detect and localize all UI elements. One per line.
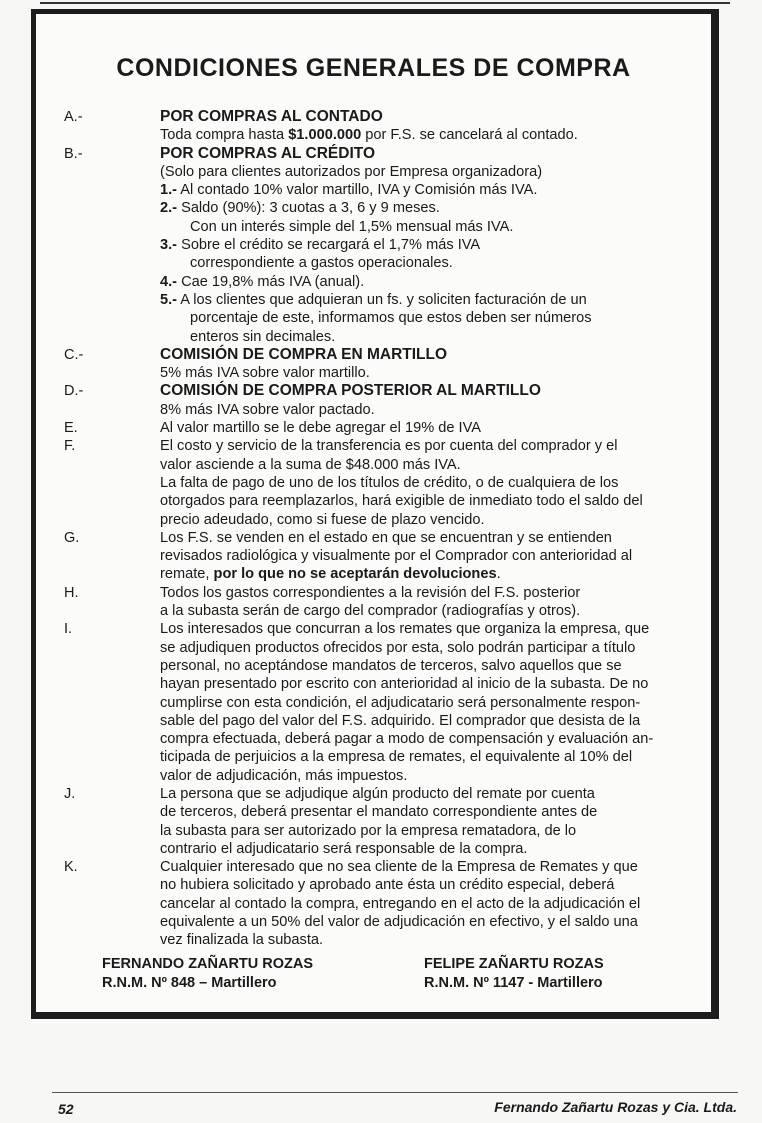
text-line: [160, 565, 716, 583]
text-line: contrario el adjudicatario será responsable de la compra.: [160, 840, 528, 857]
section-heading: POR COMPRAS AL CRÉDITO: [160, 144, 376, 162]
credit-item-1: [160, 181, 716, 199]
section-b: [64, 145, 716, 346]
text-line: hayan presentado por escrito con anterioridad al inicio de la subasta. De no: [160, 676, 649, 693]
text-line: a la subasta serán de cargo del comprador (radiografías y otros).: [160, 603, 581, 620]
credit-item-5: [160, 291, 716, 309]
signatory-role: R.N.M. Nº 1147 - Martillero: [424, 975, 603, 991]
text-run: remate,: [160, 566, 214, 583]
text-line: Todos los gastos correspondientes a la revisión del F.S. posterior: [160, 584, 581, 601]
text-line: El costo y servicio de la transferencia es por cuenta del comprador y el: [160, 438, 618, 455]
item-text: A los clientes que adquieran un fs. y soliciten facturación de un: [177, 291, 587, 308]
credit-item-3: [160, 236, 716, 254]
text-line: cancelar al contado la compra, entregando en el acto de la adjudicación el: [160, 895, 641, 912]
text-line: no hubiera solicitado y aprobado ante ésta un crédito especial, deberá: [160, 877, 615, 894]
section-letter: I.: [64, 621, 73, 638]
text-line: valor asciende a la suma de $48.000 más IVA.: [160, 456, 461, 473]
text-line: valor de adjudicación, más impuestos.: [160, 767, 408, 784]
signatory-name: FELIPE ZAÑARTU ROZAS: [424, 956, 604, 972]
text-line: se adjudiquen productos ofrecidos por esta, solo podrán participar a título: [160, 639, 636, 656]
text-line: sable del pago del valor del F.S. adquirido. El comprador que desista de la: [160, 712, 641, 729]
item-number: 4.-: [160, 273, 178, 290]
section-c: [64, 346, 716, 383]
section-letter: H.: [64, 584, 79, 601]
section-letter: F.: [64, 438, 76, 455]
text-line: ticipada de perjuicios a la empresa de remates, el equivalente al 10% del: [160, 749, 633, 766]
section-letter: E.: [64, 420, 78, 437]
item-text: Al contado 10% valor martillo, IVA y Comisión más IVA.: [177, 182, 538, 199]
section-a: [64, 108, 716, 145]
text-line: otorgados para reemplazarlos, hará exigible de inmediato todo el saldo del: [160, 493, 643, 510]
text-line: Los interesados que concurran a los remates que organiza la empresa, que: [160, 621, 650, 638]
conditions-list: [64, 108, 716, 950]
text-line: revisados radiológica y visualmente por el Comprador con anterioridad al: [160, 548, 633, 565]
text-line: cumplirse con esta condición, el adjudicatario será personalmente respon-: [160, 694, 641, 711]
signatory-role: R.N.M. Nº 848 – Martillero: [102, 975, 277, 991]
item-number: 5.-: [160, 291, 178, 308]
signature-right: [424, 955, 604, 993]
section-intro: (Solo para clientes autorizados por Empresa organizadora): [160, 163, 543, 180]
item-number: 2.-: [160, 200, 178, 217]
item-number: 1.-: [160, 182, 178, 199]
section-f: [64, 437, 716, 528]
section-letter: C.-: [64, 346, 84, 363]
no-returns-bold: por lo que no se aceptarán devoluciones: [213, 566, 497, 583]
item-continuation: porcentaje de este, informamos que estos deben ser números: [190, 310, 592, 327]
section-letter: G.: [64, 529, 80, 546]
section-j: [64, 785, 716, 858]
section-heading: POR COMPRAS AL CONTADO: [160, 108, 383, 125]
text-line: vez finalizada la subasta.: [160, 932, 324, 949]
section-text: 5% más IVA sobre valor martillo.: [160, 365, 370, 382]
section-letter: B.-: [64, 145, 83, 162]
text-line: personal, no aceptándose mandatos de terceros, salvo aquellos que se: [160, 657, 622, 674]
text-line: equivalente a un 50% del valor de adjudicación en efectivo, y el saldo una: [160, 914, 638, 931]
text-run: .: [496, 566, 501, 583]
text-line: compra efectuada, deberá pagar a modo de compensación y evaluación an-: [160, 731, 654, 748]
section-heading: COMISIÓN DE COMPRA EN MARTILLO: [160, 345, 448, 363]
credit-item-4: [160, 273, 716, 291]
text-line: Los F.S. se venden en el estado en que se encuentran y se entienden: [160, 529, 612, 546]
text-line: Cualquier interesado que no sea cliente de la Empresa de Remates y que: [160, 859, 638, 876]
page-title: CONDICIONES GENERALES DE COMPRA: [116, 54, 631, 82]
section-d: [64, 382, 716, 419]
item-continuation: correspondiente a gastos operacionales.: [190, 255, 453, 272]
item-number: 3.-: [160, 237, 178, 254]
footer-rule: [52, 1092, 738, 1093]
section-text: 8% más IVA sobre valor pactado.: [160, 401, 375, 418]
top-rule: [40, 2, 730, 4]
item-text: Sobre el crédito se recargará el 1,7% más IVA: [177, 237, 481, 254]
section-text: [160, 126, 716, 144]
section-i: [64, 620, 716, 785]
text-line: de terceros, deberá presentar el mandato correspondiente antes de: [160, 804, 598, 821]
section-e: [64, 419, 716, 437]
signatory-name: FERNANDO ZAÑARTU ROZAS: [102, 956, 314, 972]
text-line: la subasta para ser autorizado por la empresa rematadora, de lo: [160, 822, 577, 839]
item-continuation: enteros sin decimales.: [190, 328, 336, 345]
company-name: Fernando Zañartu Rozas y Cia. Ltda.: [494, 1099, 737, 1115]
section-text: Al valor martillo se le debe agregar el 19% de IVA: [160, 420, 481, 437]
section-h: [64, 584, 716, 621]
text-run: Toda compra hasta: [160, 127, 289, 144]
section-letter: D.-: [64, 383, 84, 400]
text-line: La falta de pago de uno de los títulos de crédito, o de cualquiera de los: [160, 474, 619, 491]
text-run: por F.S. se cancelará al contado.: [361, 127, 578, 144]
credit-item-2: [160, 199, 716, 217]
section-heading: COMISIÓN DE COMPRA POSTERIOR AL MARTILLO: [160, 382, 541, 400]
text-line: La persona que se adjudique algún producto del remate por cuenta: [160, 785, 595, 802]
signature-left: [102, 955, 313, 993]
section-g: [64, 529, 716, 584]
text-line: precio adeudado, como si fuese de plazo vencido.: [160, 511, 485, 528]
conditions-box: [31, 9, 719, 1019]
section-letter: J.: [64, 785, 76, 802]
section-k: [64, 858, 716, 949]
page-number: 52: [58, 1101, 74, 1117]
item-text: Cae 19,8% más IVA (anual).: [177, 273, 365, 290]
amount-bold: $1.000.000: [288, 127, 362, 144]
item-text: Saldo (90%): 3 cuotas a 3, 6 y 9 meses.: [177, 200, 440, 217]
section-letter: K.: [64, 859, 78, 876]
section-letter: A.-: [64, 109, 83, 125]
item-continuation: Con un interés simple del 1,5% mensual más IVA.: [190, 218, 514, 235]
